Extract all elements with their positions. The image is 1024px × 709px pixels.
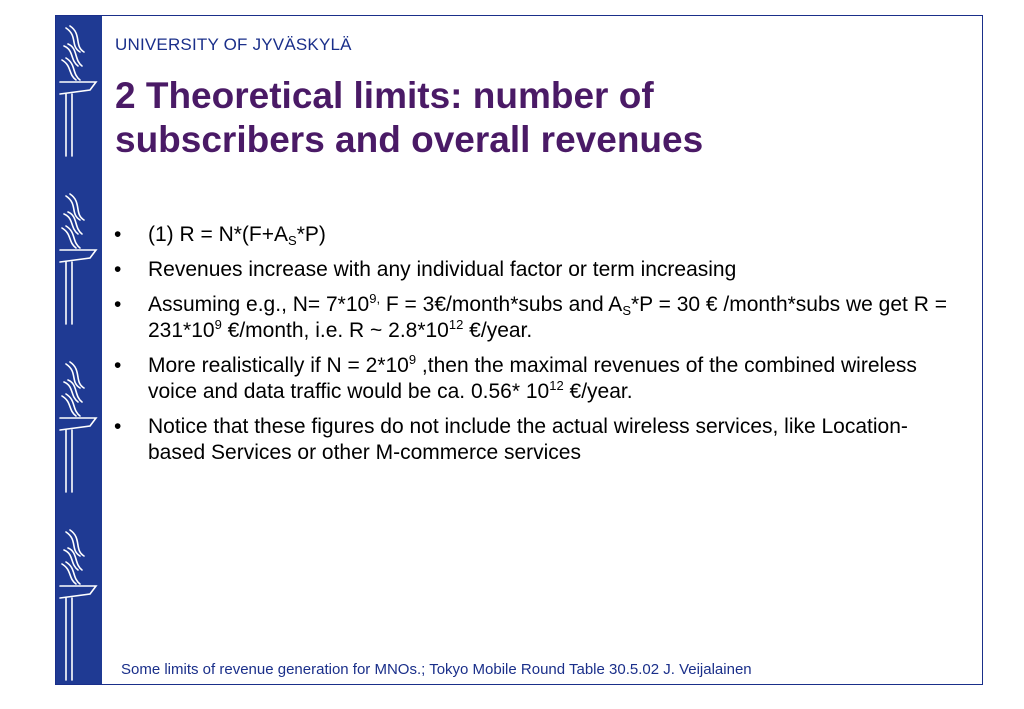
university-emblem-icon	[56, 16, 102, 686]
superscript: 9	[214, 317, 222, 332]
bullet-text: Assuming e.g., N= 7*10	[148, 293, 370, 316]
superscript: 9,	[369, 291, 381, 306]
bullet-marker: •	[114, 415, 122, 438]
bullet-text: ,then the maximal revenues of the combined wireless voice and data traffic would be ca. 0.56* 10	[148, 354, 917, 403]
title-line-1: 2 Theoretical limits: number of	[115, 75, 654, 116]
subscript: S	[622, 303, 631, 318]
bullet-marker: •	[114, 293, 122, 316]
torch-emblem-icon	[60, 530, 96, 680]
superscript: 12	[448, 317, 464, 332]
bullet-text: More realistically if N = 2*10	[148, 354, 409, 377]
bullet-text: €/year.	[563, 380, 633, 403]
bullet-marker: •	[114, 354, 122, 377]
slide-footer: Some limits of revenue generation for MNOs.; Tokyo Mobile Round Table 30.5.02 J. Veijalainen	[121, 661, 752, 678]
bullet-text: *P)	[296, 223, 326, 246]
bullet-text: Notice that these figures do not include the actual wireless services, like Location-based Services or other M-commerce services	[148, 415, 908, 464]
bullet-text: Revenues increase with any individual factor or term increasing	[148, 258, 737, 281]
bullet-text: €/month, i.e. R ~ 2.8*10	[221, 319, 449, 342]
bullet-marker: •	[114, 258, 122, 281]
subscript: S	[288, 233, 297, 248]
slide	[55, 15, 983, 685]
superscript: 12	[549, 378, 564, 393]
bullet-item	[114, 353, 954, 405]
torch-emblem-icon	[60, 194, 96, 324]
bullet-text: (1) R = N*(F+A	[148, 223, 289, 246]
slide-title	[115, 74, 815, 162]
bullet-text: *P = 30 € /month*subs we get R = 231*10	[148, 293, 947, 342]
bullet-item	[114, 292, 954, 344]
bullet-marker: •	[114, 223, 122, 246]
bullet-text: €/year.	[463, 319, 533, 342]
bullet-text: F = 3€/month*subs and A	[380, 293, 623, 316]
sidebar-emblem-strip	[56, 16, 102, 684]
title-line-2: subscribers and overall revenues	[115, 119, 704, 160]
torch-emblem-icon	[60, 26, 96, 156]
torch-emblem-icon	[60, 362, 96, 492]
bullet-list	[114, 222, 954, 475]
superscript: 9	[408, 352, 417, 367]
bullet-item	[114, 257, 954, 283]
university-name: UNIVERSITY OF JYVÄSKYLÄ	[115, 35, 352, 54]
bullet-item	[114, 414, 954, 466]
bullet-item	[114, 222, 954, 248]
